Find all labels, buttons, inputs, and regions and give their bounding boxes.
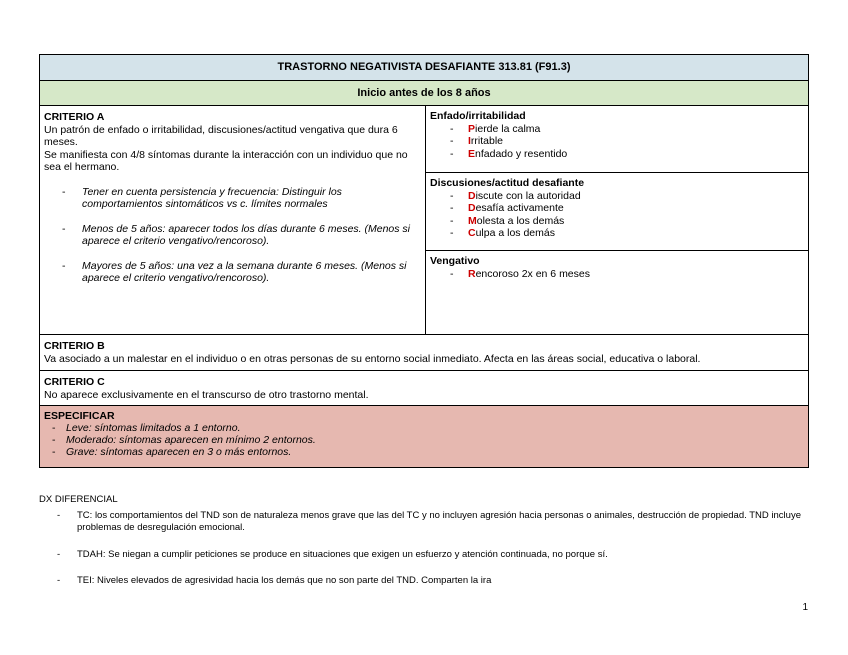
symptom-item: - Desafía activamente (430, 202, 804, 215)
criteria-table (39, 54, 809, 468)
symptom-item: - Pierde la calma (430, 123, 804, 136)
group-heading: Enfado/irritabilidad (430, 110, 526, 122)
criterio-b-heading: CRITERIO B (44, 340, 105, 352)
note-item: - Menos de 5 años: aparecer todos los días durante 6 meses. (Menos si aparece el criterio vengativo/rencoroso). (44, 223, 421, 248)
dx-heading: DX DIFERENCIAL (39, 494, 118, 505)
symptom-item: - Rencoroso 2x en 6 meses (430, 268, 804, 281)
especificar-row (40, 406, 808, 467)
symptom-list (430, 190, 804, 240)
table-subtitle: Inicio antes de los 8 años (40, 81, 808, 106)
dx-diferencial (39, 494, 809, 602)
criterio-c-heading: CRITERIO C (44, 376, 105, 388)
group-enfado (426, 106, 808, 173)
criterio-c-row (40, 371, 808, 406)
note-item: - Tener en cuenta persistencia y frecuencia: Distinguir los comportamientos sintomáticos vs c. límites normales (44, 186, 421, 211)
symptom-item: - Culpa a los demás (430, 227, 804, 240)
dx-item: - TC: los comportamientos del TND son de naturaleza menos grave que las del TC y no incluyen agresión hacia personas o animales, destrucción de propiedad. TND incluye problemas de desregulación emocional. (39, 510, 809, 535)
criterio-b-text: Va asociado a un malestar en el individuo o en otras personas de su entorno social inmediato. Afecta en las áreas social, educativa o laboral. (44, 352, 701, 365)
criterio-a-cell (40, 106, 426, 334)
especificar-list (44, 422, 804, 458)
group-heading: Discusiones/actitud desafiante (430, 177, 585, 189)
symptoms-cell (426, 106, 808, 334)
criterio-a-row (40, 106, 808, 335)
criterio-a-notes (44, 186, 421, 285)
criterio-a-para1: Un patrón de enfado o irritabilidad, discusiones/actitud vengativa que dura 6 meses. (44, 123, 398, 148)
dx-item: - TEI: Niveles elevados de agresividad hacia los demás que no son parte del TND. Comparten la ira (39, 575, 809, 588)
group-heading: Vengativo (430, 255, 480, 267)
especificar-item: - Moderado: síntomas aparecen en mínimo 2 entornos. (44, 434, 804, 446)
group-vengativo (426, 251, 808, 334)
criterio-a-para2: Se manifiesta con 4/8 síntomas durante la interacción con un individuo que no sea el hermano. (44, 148, 408, 173)
symptom-item: - Enfadado y resentido (430, 148, 804, 161)
especificar-item: - Leve: síntomas limitados a 1 entorno. (44, 422, 804, 434)
symptom-list (430, 123, 804, 161)
symptom-item: - Discute con la autoridad (430, 190, 804, 203)
especificar-item: - Grave: síntomas aparecen en 3 o más entornos. (44, 446, 804, 458)
symptom-item: - Irritable (430, 135, 804, 148)
symptom-item: - Molesta a los demás (430, 215, 804, 228)
symptom-list (430, 268, 804, 281)
group-discusiones (426, 173, 808, 251)
criterio-a-heading: CRITERIO A (44, 111, 105, 123)
dx-list (39, 510, 809, 588)
page-number: 1 (802, 602, 808, 613)
note-item: - Mayores de 5 años: una vez a la semana durante 6 meses. (Menos si aparece el criterio vengativo/rencoroso). (44, 260, 421, 285)
table-title: TRASTORNO NEGATIVISTA DESAFIANTE 313.81 (F91.3) (40, 55, 808, 81)
criterio-b-row (40, 335, 808, 371)
criterio-c-text: No aparece exclusivamente en el transcurso de otro trastorno mental. (44, 388, 369, 401)
especificar-heading: ESPECIFICAR (44, 410, 115, 422)
dx-item: - TDAH: Se niegan a cumplir peticiones se produce en situaciones que exigen un esfuerzo y atención continuada, no porque sí. (39, 549, 809, 562)
